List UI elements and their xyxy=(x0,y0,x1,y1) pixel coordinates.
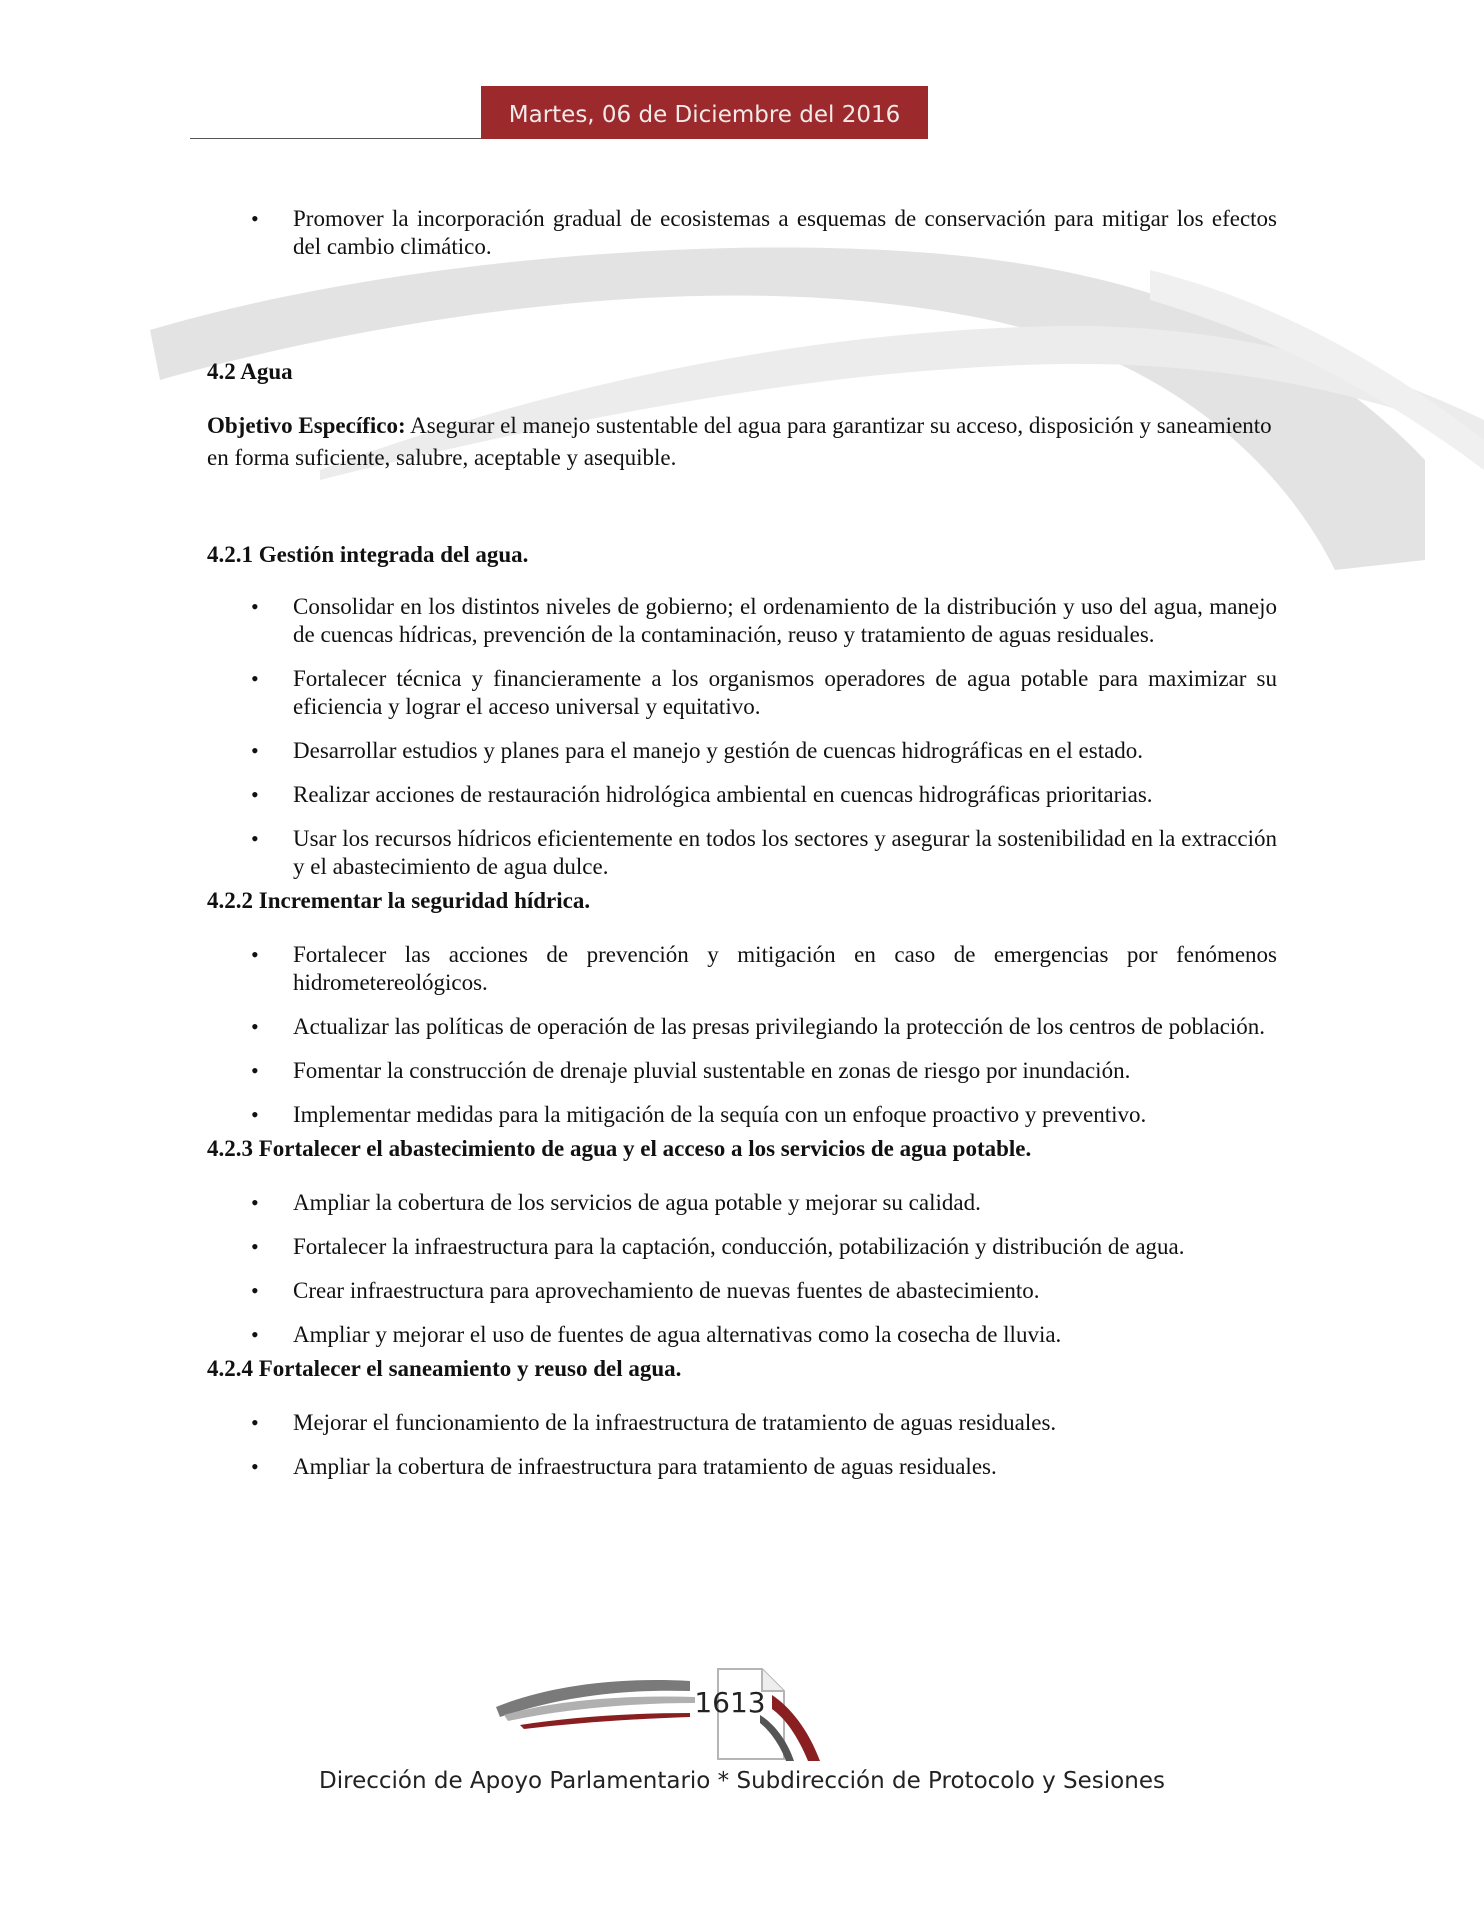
subsection-bullet-list xyxy=(207,1189,1277,1349)
subsection-title: 4.2.2 Incrementar la seguridad hídrica. xyxy=(207,888,591,913)
date-banner xyxy=(481,86,928,139)
list-item: • Actualizar las políticas de operación de las presas privilegiando la protección de los centros de población. xyxy=(293,1013,1277,1041)
list-item: • Fortalecer las acciones de prevención y mitigación en caso de emergencias por fenómenos hidrometereológicos. xyxy=(293,941,1277,997)
section-title: 4.2 Agua xyxy=(207,359,293,384)
subsection-title: 4.2.3 Fortalecer el abastecimiento de agua y el acceso a los servicios de agua potable. xyxy=(207,1136,1032,1161)
footer-text: Dirección de Apoyo Parlamentario * Subdirección de Protocolo y Sesiones xyxy=(319,1768,1165,1794)
list-item: • Mejorar el funcionamiento de la infraestructura de tratamiento de aguas residuales. xyxy=(293,1409,1277,1437)
subsection-bullet-list xyxy=(207,593,1277,881)
list-item: • Ampliar la cobertura de infraestructura para tratamiento de aguas residuales. xyxy=(293,1453,1277,1481)
objective-paragraph xyxy=(207,410,1277,474)
page-number: 1613 xyxy=(694,1686,766,1719)
list-item: • Promover la incorporación gradual de ecosistemas a esquemas de conservación para mitigar los efectos del cambio climático. xyxy=(293,205,1277,261)
document-body xyxy=(207,205,1277,1481)
list-item: • Implementar medidas para la mitigación de la sequía con un enfoque proactivo y preventivo. xyxy=(293,1101,1277,1129)
list-item: • Ampliar la cobertura de los servicios de agua potable y mejorar su calidad. xyxy=(293,1189,1277,1217)
list-item: • Ampliar y mejorar el uso de fuentes de agua alternativas como la cosecha de lluvia. xyxy=(293,1321,1277,1349)
subsection-title: 4.2.1 Gestión integrada del agua. xyxy=(207,542,529,567)
list-item: • Fortalecer técnica y financieramente a los organismos operadores de agua potable para maximizar su eficiencia y lograr el acceso universal y equitativo. xyxy=(293,665,1277,721)
objective-label: Objetivo Específico: xyxy=(207,413,406,438)
intro-bullet-list xyxy=(207,205,1277,261)
list-item: • Fomentar la construcción de drenaje pluvial sustentable en zonas de riesgo por inundación. xyxy=(293,1057,1277,1085)
list-item: • Usar los recursos hídricos eficientemente en todos los sectores y asegurar la sostenibilidad en la extracción y el abastecimiento de agua dulce. xyxy=(293,825,1277,881)
subsection-bullet-list xyxy=(207,1409,1277,1481)
list-item: • Consolidar en los distintos niveles de gobierno; el ordenamiento de la distribución y uso del agua, manejo de cuencas hídricas, prevención de la contaminación, reuso y tratamiento de aguas residuales. xyxy=(293,593,1277,649)
subsection-title: 4.2.4 Fortalecer el saneamiento y reuso del agua. xyxy=(207,1356,682,1381)
list-item: • Desarrollar estudios y planes para el manejo y gestión de cuencas hidrográficas en el estado. xyxy=(293,737,1277,765)
list-item: • Realizar acciones de restauración hidrológica ambiental en cuencas hidrográficas prioritarias. xyxy=(293,781,1277,809)
subsection-bullet-list xyxy=(207,941,1277,1129)
header-date: Martes, 06 de Diciembre del 2016 xyxy=(508,102,901,128)
objective-text: Asegurar el manejo sustentable del agua para garantizar su acceso, disposición y saneamiento en forma suficiente, salubre, aceptable y asequible. xyxy=(207,413,1272,470)
list-item: • Fortalecer la infraestructura para la captación, conducción, potabilización y distribución de agua. xyxy=(293,1233,1277,1261)
list-item: • Crear infraestructura para aprovechamiento de nuevas fuentes de abastecimiento. xyxy=(293,1277,1277,1305)
